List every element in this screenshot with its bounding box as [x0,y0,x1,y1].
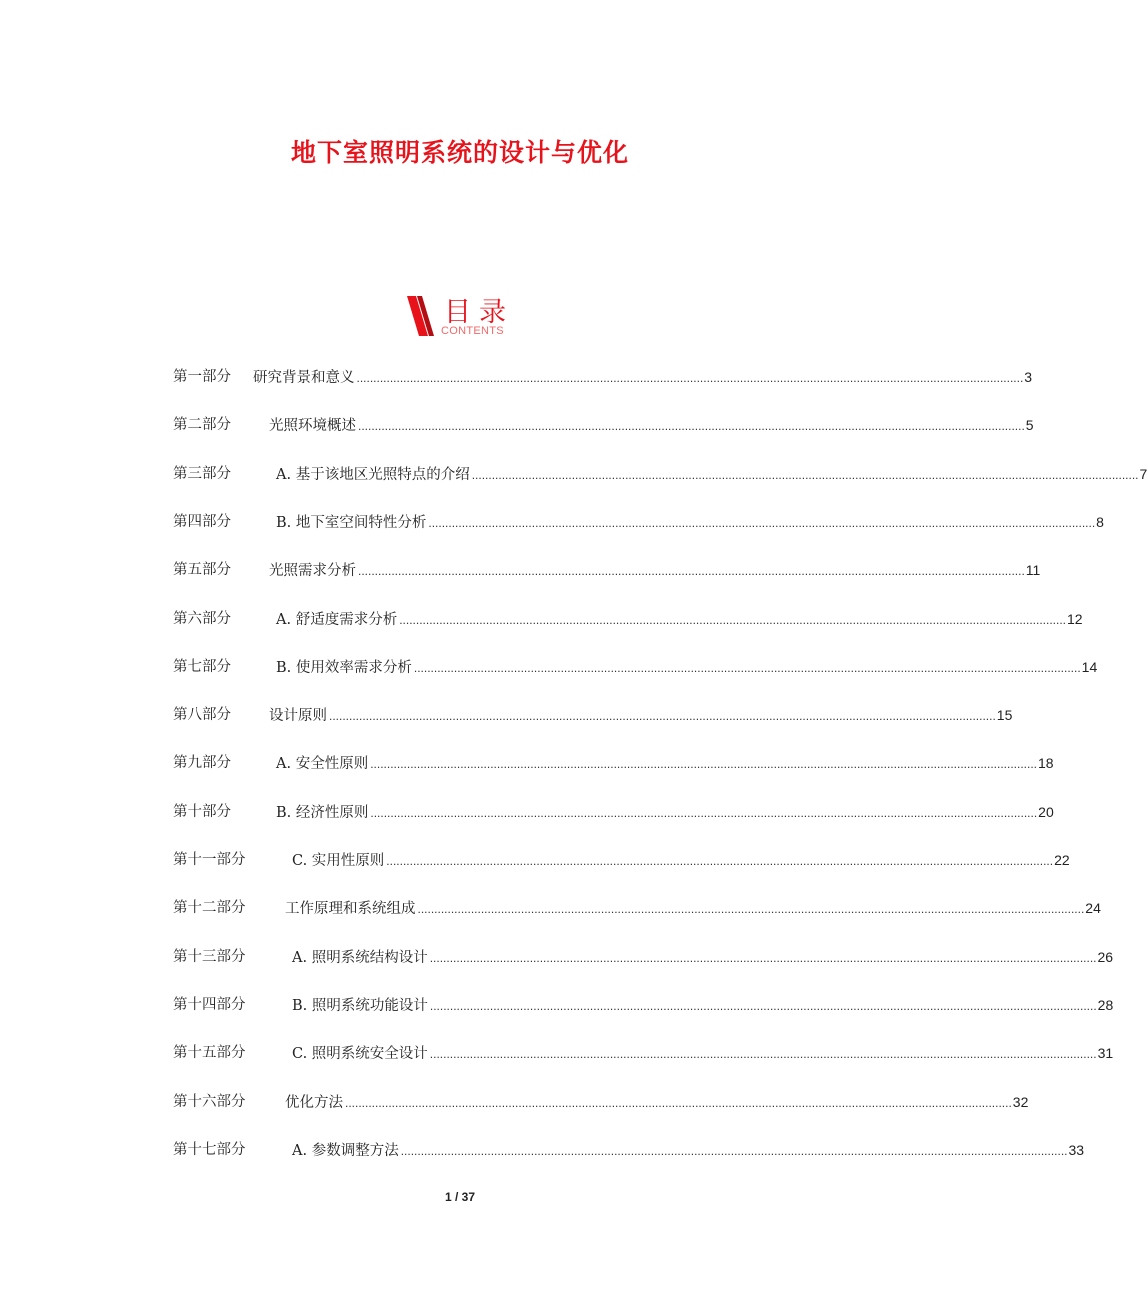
toc-dot-leader: ........................................................................................................................................................................................................ [413,660,1081,675]
toc-item[interactable] [173,753,1054,773]
toc-page-number: 7 [1139,465,1147,482]
toc-dot-leader: ........................................................................................................................................................................................................ [329,709,996,724]
toc-page-number: 11 [1025,562,1041,579]
toc-page-number: 28 [1097,996,1114,1013]
toc-entry-title: 光照环境概述 [269,418,356,435]
toc-item[interactable] [173,1140,1085,1160]
toc-page-number: 31 [1097,1045,1114,1062]
toc-dot-leader: ........................................................................................................................................................................................................ [429,998,1097,1013]
toc-part-label: 第三部分 [173,465,231,482]
toc-entry-title: C. 实用性原则 [292,853,385,869]
toc-part-label: 第九部分 [173,755,231,772]
toc-item[interactable] [173,464,1147,484]
toc-item[interactable] [173,512,1104,532]
toc-item[interactable] [173,415,1034,435]
toc-page-number: 24 [1085,900,1101,917]
toc-item[interactable] [173,802,1054,822]
toc-dot-leader: ........................................................................................................................................................................................................ [370,805,1038,820]
toc-subheading: CONTENTS [441,325,504,337]
toc-item[interactable] [173,1092,1029,1112]
toc-entry-title: 光照需求分析 [269,563,356,580]
toc-dot-leader: ........................................................................................................................................................................................................ [400,1143,1068,1158]
toc-entry-title: B. 照明系统功能设计 [292,997,428,1014]
toc-page-number: 20 [1038,803,1054,820]
toc-item[interactable] [173,850,1070,870]
toc-dot-leader: ........................................................................................................................................................................................................ [471,467,1139,482]
toc-dot-leader: ........................................................................................................................................................................................................ [428,515,1096,530]
toc-page-number: 26 [1097,948,1114,965]
toc-dot-leader: ........................................................................................................................................................................................................ [386,854,1054,868]
toc-item[interactable] [173,609,1083,629]
toc-page-number: 3 [1024,369,1033,385]
toc-item[interactable] [173,995,1114,1015]
toc-entry-title: 研究背景和意义 [253,370,355,386]
toc-heading: 目录 [444,297,514,328]
toc-part-label: 第十二部分 [173,900,246,917]
toc-entry-title: A. 舒适度需求分析 [276,611,398,628]
toc-page-number: 8 [1096,513,1104,530]
toc-item[interactable] [173,1043,1114,1063]
toc-dot-leader: ........................................................................................................................................................................................................ [345,1095,1012,1110]
toc-part-label: 第五部分 [173,562,231,579]
toc-part-label: 第四部分 [173,513,231,530]
toc-item[interactable] [173,947,1114,967]
toc-entry-title: 工作原理和系统组成 [285,901,416,918]
toc-part-label: 第十一部分 [173,852,246,868]
toc-entry-title: 设计原则 [269,708,327,725]
toc-page-number: 32 [1012,1093,1029,1110]
toc-entry-title: B. 经济性原则 [276,804,369,821]
toc-part-label: 第二部分 [173,417,231,434]
toc-part-label: 第十三部分 [173,948,246,965]
toc-page-number: 5 [1025,417,1034,434]
toc-dot-leader: ........................................................................................................................................................................................................ [399,612,1066,627]
toc-item[interactable] [173,705,1013,725]
toc-entry-title: A. 参数调整方法 [292,1142,399,1159]
toc-item[interactable] [173,560,1041,580]
toc-part-label: 第八部分 [173,707,231,724]
toc-part-label: 第十五部分 [173,1045,246,1062]
toc-part-label: 第七部分 [173,658,231,675]
toc-page-number: 15 [996,707,1013,724]
toc-dot-leader: ........................................................................................................................................................................................................ [356,371,1024,385]
toc-part-label: 第十四部分 [173,996,246,1013]
toc-item[interactable] [173,657,1098,677]
toc-page-number: 33 [1068,1141,1085,1158]
toc-dot-leader: ........................................................................................................................................................................................................ [429,950,1097,965]
toc-part-label: 第十六部分 [173,1093,246,1110]
toc-dot-leader: ........................................................................................................................................................................................................ [358,419,1025,434]
toc-page-number: 12 [1067,610,1083,627]
toc-entry-title: 优化方法 [285,1094,343,1111]
toc-dot-leader: ........................................................................................................................................................................................................ [370,757,1037,772]
toc-item[interactable] [173,367,1033,387]
toc-page-number: 18 [1038,755,1054,772]
toc-item[interactable] [173,898,1101,918]
toc-part-label: 第十部分 [173,803,231,820]
document-title: 地下室照明系统的设计与优化 [290,137,629,167]
toc-entry-title: B. 使用效率需求分析 [276,659,412,676]
toc-part-label: 第一部分 [173,369,231,385]
toc-dot-leader: ........................................................................................................................................................................................................ [417,902,1085,917]
toc-dot-leader: ........................................................................................................................................................................................................ [358,564,1025,579]
toc-dot-leader: ........................................................................................................................................................................................................ [429,1047,1097,1062]
toc-page-number: 14 [1081,658,1098,675]
toc-entry-title: A. 基于该地区光照特点的介绍 [276,466,470,483]
toc-entry-title: A. 照明系统结构设计 [292,949,428,966]
toc-page-number: 22 [1054,852,1070,868]
toc-entry-title: C. 照明系统安全设计 [292,1046,428,1063]
page-number: 1 / 37 [444,1190,476,1204]
toc-part-label: 第六部分 [173,610,231,627]
toc-entry-title: A. 安全性原则 [276,756,369,773]
toc-entry-title: B. 地下室空间特性分析 [276,514,427,531]
toc-part-label: 第十七部分 [173,1141,246,1158]
